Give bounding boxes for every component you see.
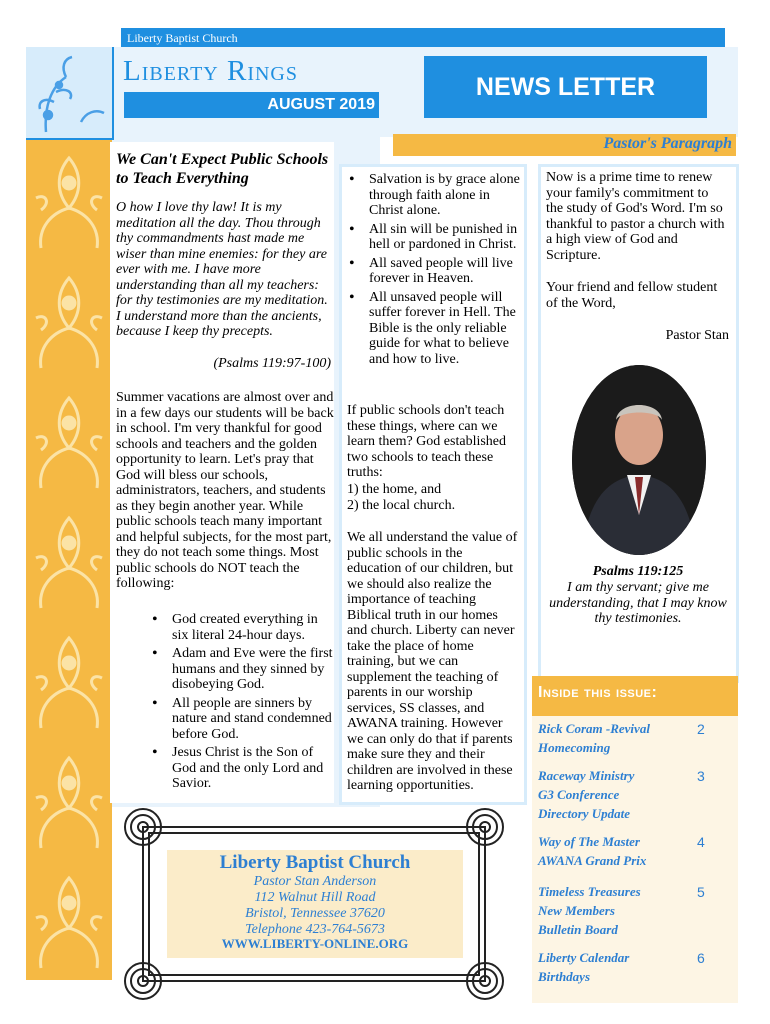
- toc-line: G3 Conference: [538, 787, 620, 802]
- list-item: • God created everything in six literal 24-hour days.: [148, 612, 334, 643]
- pastor-signature: Pastor Stan: [665, 328, 729, 343]
- section-header-bar: [393, 134, 736, 156]
- issue-date: AUGUST 2019: [267, 96, 375, 113]
- toc-line: New Members: [538, 903, 615, 918]
- newsletter-label: NEWS LETTER: [475, 73, 656, 101]
- floral-ornament-pattern: [26, 138, 112, 980]
- toc-entry[interactable]: [538, 719, 678, 757]
- list-item: • Salvation is by grace alone through faith alone in Christ alone.: [345, 172, 520, 219]
- ornamental-sidebar: [26, 138, 112, 980]
- section-label: Pastor's Paragraph: [603, 135, 732, 152]
- numbered-item: 2) the local church.: [347, 497, 456, 513]
- top-banner: [121, 28, 725, 47]
- toc-line: Homecoming: [538, 740, 611, 755]
- numbered-list: [347, 482, 519, 513]
- bullet-list-2: [345, 172, 520, 370]
- psalm-reference: Psalms 119:125: [592, 564, 684, 579]
- bullet-list-1: [148, 612, 334, 795]
- psalm-text: I am thy servant; give me understanding, that I may know thy testimonies.: [549, 580, 727, 626]
- toc-page-number: 5: [697, 884, 705, 900]
- toc-line: Rick Coram -Revival: [538, 721, 650, 736]
- toc-entry[interactable]: [538, 766, 678, 823]
- toc-line: Birthdays: [538, 969, 591, 984]
- article-paragraph-4: Now is a prime time to renew your family's commitment to the study of God's Word. I'm so thankful to pastor a church with a high view of God and Scripture.: [546, 170, 725, 263]
- inside-issue-header: [532, 676, 738, 716]
- newsletter-title: Liberty Rings: [123, 55, 298, 87]
- toc-page-number: 2: [697, 721, 705, 737]
- article-paragraph-2: If public schools don't teach these things, where can we learn them? God established two schools to teach these truths:: [347, 403, 507, 480]
- pastor-portrait-image: [572, 365, 706, 555]
- list-item: • All unsaved people will suffer forever in Hell. The Bible is the only reliable guide for what to believe and how to live.: [345, 290, 520, 368]
- street-address: 112 Walnut Hill Road: [254, 890, 376, 905]
- list-item: • All saved people will live forever in Heaven.: [345, 256, 520, 287]
- issue-date-bar: [124, 92, 379, 118]
- list-item: • All people are sinners by nature and stand condemned before God.: [148, 696, 334, 743]
- city-state-zip: Bristol, Tennessee 37620: [245, 906, 385, 921]
- toc-line: AWANA Grand Prix: [538, 853, 647, 868]
- toc-page-number: 3: [697, 768, 705, 784]
- floral-logo-icon: [26, 47, 112, 138]
- toc-line: Directory Update: [538, 806, 631, 821]
- toc-line: Bulletin Board: [538, 922, 618, 937]
- church-label: Liberty Baptist Church: [127, 31, 238, 45]
- toc-line: Liberty Calendar: [538, 950, 630, 965]
- website-link[interactable]: WWW.LIBERTY-ONLINE.ORG: [221, 936, 409, 951]
- logo-ornament: [26, 47, 114, 140]
- toc-entry[interactable]: [538, 882, 678, 939]
- toc-page-number: 4: [697, 834, 705, 850]
- article-title: We Can't Expect Public Schools to Teach Everything: [116, 151, 329, 187]
- opening-verse: O how I love thy law! It is my meditation all the day. Thou through thy commandments hast made me wiser than mine enemies: for they are ever with me. I have more understanding than all my teachers: for thy testimonies are my meditation. I understand more than the ancients, because I keep thy precepts.: [116, 200, 328, 339]
- pastor-photo: [572, 365, 706, 555]
- church-name: Liberty Baptist Church: [219, 852, 411, 873]
- list-item: • Adam and Eve were the first humans and they sinned by disobeying God.: [148, 646, 334, 693]
- list-item: • All sin will be punished in hell or pardoned in Christ.: [345, 222, 520, 253]
- toc-entry[interactable]: [538, 832, 678, 870]
- inside-issue-heading: Inside this issue:: [538, 684, 658, 701]
- pastor-name: Pastor Stan Anderson: [253, 874, 377, 889]
- numbered-item: 1) the home, and: [347, 482, 442, 497]
- article-paragraph-3: We all understand the value of public schools in the education of our children, but we should also realize the importance of teaching Biblical truth in our homes and church. Liberty can never take the place of home training, but we can supplement the teaching of parents in our worship services, SS classes, and AWANA training. However we can only do that if parents make sure they and their children are involved in these learning opportunities.: [347, 530, 518, 793]
- list-item: • Jesus Christ is the Son of God and the only Lord and Savior.: [148, 745, 334, 792]
- verse-reference: (Psalms 119:97-100): [213, 356, 331, 371]
- toc-line: Timeless Treasures: [538, 884, 641, 899]
- newsletter-label-box: [424, 56, 707, 118]
- article-paragraph-5: Your friend and fellow student of the Word,: [546, 280, 718, 311]
- toc-line: Way of The Master: [538, 834, 640, 849]
- phone-number: Telephone 423-764-5673: [245, 922, 385, 937]
- toc-line: Raceway Ministry: [538, 768, 635, 783]
- toc-entry[interactable]: [538, 948, 678, 986]
- toc-page-number: 6: [697, 950, 705, 966]
- article-paragraph-1: Summer vacations are almost over and in a few days our students will be back in school. I'm very thankful for good schools and teachers and the golden opportunity to learn. Let's pray that God will bless our schools, administrators, teachers, and students as they begin another year. While public schools teach many important and helpful subjects, for the most part, they do not teach some things. Most public schools do NOT teach the following:: [116, 390, 334, 591]
